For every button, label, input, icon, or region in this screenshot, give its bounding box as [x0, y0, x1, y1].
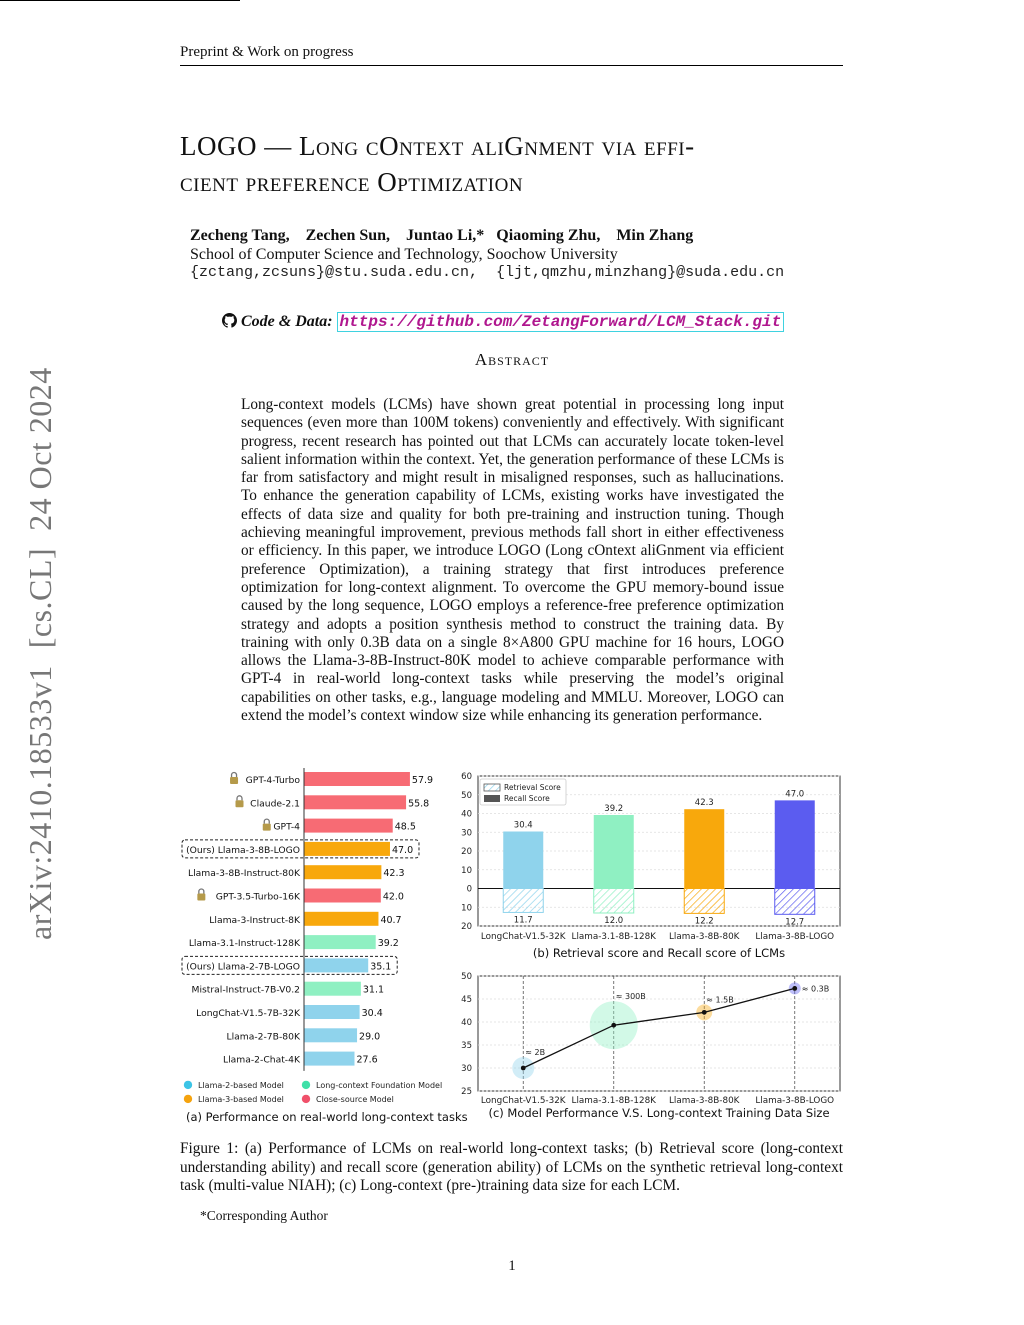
bar-label-4: Llama-3-8B-Instruct-80K — [187, 868, 300, 880]
size-label-0: ≈ 2B — [525, 1048, 546, 1057]
chart-b — [440, 768, 845, 968]
legend-label-foundation: Long-context Foundation Model — [316, 1080, 443, 1090]
data-point-3 — [792, 986, 797, 991]
y-tick-0: 50 — [461, 972, 472, 982]
x-tick-3: Llama-3-8B-LOGO — [755, 932, 835, 942]
lock-body — [197, 894, 205, 901]
bar-label-7: Llama-3.1-Instruct-128K — [188, 938, 300, 950]
retrieval-bar-0 — [503, 832, 543, 889]
retrieval-bar-1 — [594, 815, 634, 889]
bar-label-6: Llama-3-Instruct-8K — [209, 914, 300, 926]
data-point-0 — [521, 1066, 526, 1071]
value-label-11: 29.0 — [359, 1031, 381, 1043]
recall-label-1: 12.0 — [604, 916, 624, 926]
running-head: Preprint & Work on progress — [180, 44, 354, 60]
lock-icon — [236, 796, 244, 808]
chart-b-caption: (b) Retrieval score and Recall score of LCMs — [532, 946, 786, 960]
legend-dot-foundation — [302, 1081, 310, 1089]
bar-label-8: (Ours) Llama-2-7B-LOGO — [186, 961, 300, 973]
y-tick-1: 50 — [461, 790, 472, 801]
y-tick-8: 20 — [461, 922, 472, 932]
bar-7 — [304, 935, 376, 949]
chart-a-caption: (a) Performance on real-world long-context tasks — [186, 1109, 468, 1124]
bar-6 — [304, 912, 378, 926]
y-tick-7: 10 — [461, 903, 472, 914]
legend-swatch-recall — [484, 795, 500, 802]
title-line-2: cient preference Optimization — [180, 167, 524, 197]
value-label-4: 42.3 — [383, 868, 405, 880]
retrieval-label-1: 39.2 — [604, 804, 624, 814]
author-emails: {zctang,zcsuns}@stu.suda.edu.cn, {ljt,qmzhu,minzhang}@suda.edu.cn — [190, 264, 785, 281]
bar-label-0: GPT-4-Turbo — [245, 775, 300, 786]
y-tick-4: 30 — [461, 1064, 472, 1074]
value-label-10: 30.4 — [361, 1008, 383, 1019]
footnote: *Corresponding Author — [200, 1208, 328, 1223]
legend-swatch-retrieval — [484, 784, 500, 791]
abstract-body: Long-context models (LCMs) have shown great potential in processing long input sequences (even more than 100M tokens) conveniently and effectively. With significant progress, recent research has pointed out that LCMs can accurately locate token-level salient information within the context. Yet, the generation performance of these LCMs is far from satisfactory and might result in misaligned responses, such as hallucinations. To enhance the generation capability of LCMs, existing works have investigated the effects of data size and quality for both pre-training and instruction tuning. Though achieving meaningful improvement, previous methods fall short in either effectiveness or efficiency. In this paper, we introduce LOGO (Long cOntext aliGnment via efficient preference Optimization), a training strategy that first introduces preference optimization for long-context alignment. To overcome the GPU memory-bound issue caused by the long sequence, LOGO employs a reference-free preference optimization strategy and adopts a position synthesis method to construct the training data. By training with only 0.3B data on a single 8×A800 GPU machine for 16 hours, LOGO allows the Llama-3-8B-Instruct-80K model to achieve comparable performance with GPT-4 in real-world long-context tasks while preserving the model’s original capabilities on other tasks, e.g., language modeling and MMLU. Moreover, LOGO can extend the model’s context window size while enhancing its generation performance. — [241, 396, 784, 725]
x-tick-1: Llama-3.1-8B-128K — [571, 1096, 656, 1106]
value-label-1: 55.8 — [408, 798, 430, 810]
bar-label-9: Mistral-Instruct-7B-V0.2 — [191, 984, 300, 996]
data-point-1 — [611, 1023, 616, 1028]
recall-bar-0 — [503, 889, 543, 913]
bar-label-3: (Ours) Llama-3-8B-LOGO — [186, 844, 300, 856]
lock-shackle — [264, 819, 269, 824]
x-tick-1: Llama-3.1-8B-128K — [571, 932, 656, 942]
value-label-9: 31.1 — [362, 984, 385, 996]
chart-c — [440, 968, 845, 1124]
value-label-8: 35.1 — [370, 961, 392, 973]
github-repo-link[interactable]: https://github.com/ZetangForward/LCM_Stack.git — [337, 312, 785, 332]
y-tick-3: 30 — [461, 828, 472, 839]
bar-label-1: Claude-2.1 — [250, 798, 300, 810]
legend-label-close: Close-source Model — [316, 1094, 394, 1104]
size-label-2: ≈ 1.5B — [706, 995, 734, 1005]
legend-label-llama2: Llama-2-based Model — [198, 1080, 284, 1090]
lock-body — [230, 777, 238, 784]
retrieval-label-2: 42.3 — [694, 798, 714, 809]
arxiv-stamp: arXiv:2410.18533v1 [cs.CL] 24 Oct 2024 — [22, 367, 58, 940]
retrieval-bar-2 — [684, 809, 724, 888]
bar-3 — [304, 842, 390, 856]
retrieval-bar-3 — [775, 800, 815, 888]
legend-dot-llama2 — [184, 1081, 192, 1089]
footnote-rule — [0, 0, 240, 1]
retrieval-label-3: 47.0 — [785, 789, 805, 800]
legend-label-llama3: Llama-3-based Model — [198, 1094, 284, 1104]
recall-label-3: 12.7 — [785, 917, 805, 928]
bar-11 — [304, 1028, 357, 1042]
y-tick-5: 10 — [461, 865, 472, 876]
size-label-3: ≈ 0.3B — [801, 984, 830, 994]
y-tick-3: 35 — [461, 1041, 472, 1051]
x-tick-2: Llama-3-8B-80K — [669, 932, 740, 942]
y-tick-0: 60 — [461, 772, 472, 782]
bar-5 — [304, 889, 381, 903]
abstract-heading: Abstract — [474, 350, 550, 369]
legend-dot-close — [302, 1095, 310, 1103]
lock-shackle — [199, 889, 204, 893]
lock-icon — [197, 889, 205, 900]
code-data-label: Code & Data: — [241, 313, 333, 330]
affiliation: School of Computer Science and Technology, Soochow University — [190, 246, 618, 263]
author-list: Zecheng Tang, Zechen Sun, Juntao Li,* Qiaoming Zhu, Min Zhang — [190, 227, 694, 244]
value-label-7: 39.2 — [377, 938, 399, 950]
y-tick-5: 25 — [461, 1087, 472, 1097]
chart-c-caption: (c) Model Performance V.S. Long-context Training Data Size — [488, 1106, 830, 1120]
retrieval-label-0: 30.4 — [513, 820, 533, 831]
value-label-3: 47.0 — [391, 844, 414, 856]
bar-label-12: Llama-2-Chat-4K — [222, 1054, 300, 1066]
legend-label-retrieval: Retrieval Score — [504, 783, 561, 792]
lock-shackle — [237, 796, 242, 801]
value-label-0: 57.9 — [411, 775, 434, 786]
y-tick-6: 0 — [466, 884, 472, 895]
legend-dot-llama3 — [184, 1095, 192, 1103]
lock-body — [236, 800, 244, 807]
recall-label-2: 12.2 — [694, 916, 714, 927]
bar-label-11: Llama-2-7B-80K — [226, 1031, 300, 1043]
data-point-2 — [702, 1010, 707, 1015]
x-tick-0: LongChat-V1.5-32K — [480, 1096, 566, 1106]
y-tick-4: 20 — [461, 847, 472, 857]
bar-2 — [304, 819, 393, 833]
x-tick-2: Llama-3-8B-80K — [669, 1096, 740, 1106]
value-label-2: 48.5 — [394, 821, 416, 833]
x-tick-3: Llama-3-8B-LOGO — [755, 1096, 835, 1106]
y-tick-2: 40 — [461, 809, 472, 820]
header-rule — [180, 65, 843, 66]
value-label-12: 27.6 — [356, 1054, 378, 1066]
recall-bar-1 — [594, 889, 634, 914]
code-data-line — [222, 313, 784, 331]
value-label-5: 42.0 — [382, 891, 404, 903]
recall-bar-3 — [775, 889, 815, 915]
page-number: 1 — [508, 1258, 516, 1274]
bar-10 — [304, 1005, 360, 1019]
lock-shackle — [232, 773, 237, 778]
lock-icon — [263, 819, 271, 831]
bar-label-10: LongChat-V1.5-7B-32K — [196, 1008, 300, 1019]
title-line-1: LOGO — Long cOntext aliGnment via effi- — [180, 131, 695, 161]
x-tick-0: LongChat-V1.5-32K — [480, 932, 566, 942]
y-tick-1: 45 — [461, 995, 472, 1005]
bar-9 — [304, 982, 361, 996]
bar-label-2: GPT-4 — [273, 821, 300, 833]
lock-icon — [230, 773, 238, 785]
bar-8 — [304, 958, 368, 972]
github-icon — [222, 313, 237, 328]
value-label-6: 40.7 — [380, 914, 402, 926]
recall-bar-2 — [684, 889, 724, 914]
figure-caption: Figure 1: (a) Performance of LCMs on real-world long-context tasks; (b) Retrieval score (long-context understanding ability) and recall score (generation ability) of LCMs on the synthetic retrieval long-context task (multi-value NIAH); (c) Long-context (pre-)training data size for each LCM. — [180, 1140, 843, 1194]
lock-body — [263, 824, 271, 831]
bar-12 — [304, 1052, 354, 1066]
bar-4 — [304, 865, 381, 879]
bar-1 — [304, 795, 406, 809]
paper-title — [180, 128, 850, 200]
size-label-1: ≈ 300B — [615, 992, 646, 1002]
bar-label-5: GPT-3.5-Turbo-16K — [215, 891, 300, 903]
recall-label-0: 11.7 — [513, 915, 533, 926]
legend-label-recall: Recall Score — [504, 794, 550, 803]
bar-0 — [304, 772, 410, 786]
y-tick-2: 40 — [461, 1018, 472, 1028]
